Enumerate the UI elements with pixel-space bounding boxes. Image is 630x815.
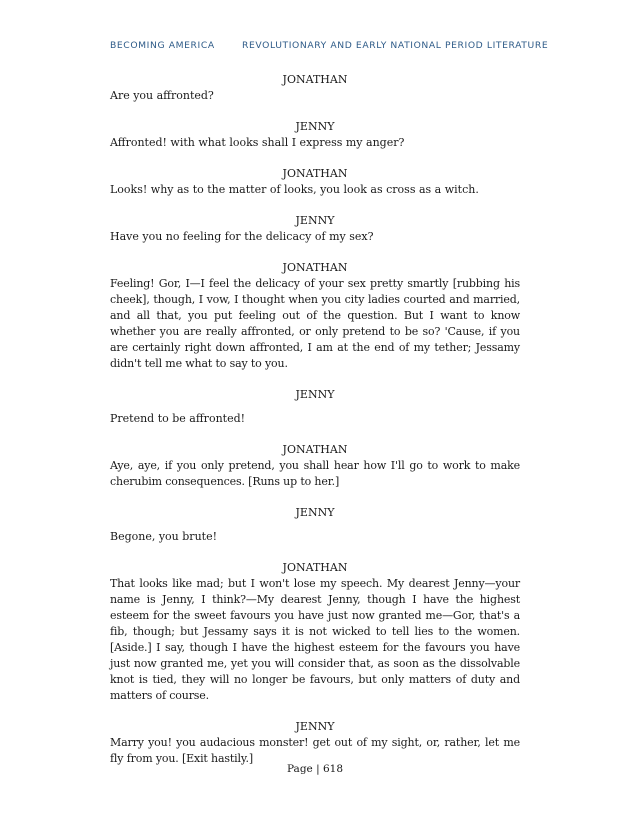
speaker-name: JONATHAN xyxy=(282,443,348,456)
dialogue-line: Have you no feeling for the delicacy of my sex? xyxy=(110,230,374,243)
play-dialogue xyxy=(110,72,520,782)
page-number: Page | 618 xyxy=(286,763,344,775)
header-book-title: BECOMING AMERICA xyxy=(110,40,215,51)
speaker-name: JENNY xyxy=(295,120,335,133)
speaker-name: JENNY xyxy=(295,506,335,519)
speaker-name: JENNY xyxy=(295,214,335,227)
speaker-name: JONATHAN xyxy=(282,261,348,274)
dialogue-line: Are you affronted? xyxy=(110,89,214,102)
speaker-name: JENNY xyxy=(295,388,335,401)
header-section-title: REVOLUTIONARY AND EARLY NATIONAL PERIOD LITERATURE xyxy=(242,40,549,51)
speaker-name: JENNY xyxy=(295,720,335,733)
dialogue-line: Affronted! with what looks shall I express my anger? xyxy=(110,136,405,149)
dialogue-line: Looks! why as to the matter of looks, you look as cross as a witch. xyxy=(110,183,479,196)
speaker-name: JONATHAN xyxy=(282,167,348,180)
dialogue-line: Begone, you brute! xyxy=(110,530,217,543)
dialogue-line: Aye, aye, if you only pretend, you shall hear how I'll go to work to make cherubim consequences. [Runs up to her.] xyxy=(110,459,520,488)
dialogue-line: Feeling! Gor, I—I feel the delicacy of your sex pretty smartly [rubbing his cheek], though, I vow, I thought when you city ladies courted and married, and all that, you put feeling out of the question. But I want to know whether you are really affronted, or only pretend to be so? 'Cause, if you are certainly right down affronted, I am at the end of my tether; Jessamy didn't tell me what to say to you. xyxy=(110,277,520,370)
dialogue-line: That looks like mad; but I won't lose my speech. My dearest Jenny—your name is Jenny, I think?—My dearest Jenny, though I have the highest esteem for the sweet favours you have just now granted me—Gor, that's a fib, though; but Jessamy says it is not wicked to tell lies to the women. [Aside.] I say, though I have the highest esteem for the favours you have just now granted me, yet you will consider that, as soon as the dissolvable knot is tied, they will no longer be favours, but only matters of duty and matters of course. xyxy=(110,577,520,702)
speaker-name: JONATHAN xyxy=(282,561,348,574)
speaker-name: JONATHAN xyxy=(282,73,348,86)
dialogue-line: Marry you! you audacious monster! get out of my sight, or, rather, let me fly from you. [Exit hastily.] xyxy=(110,736,520,765)
dialogue-line: Pretend to be affronted! xyxy=(110,412,246,425)
